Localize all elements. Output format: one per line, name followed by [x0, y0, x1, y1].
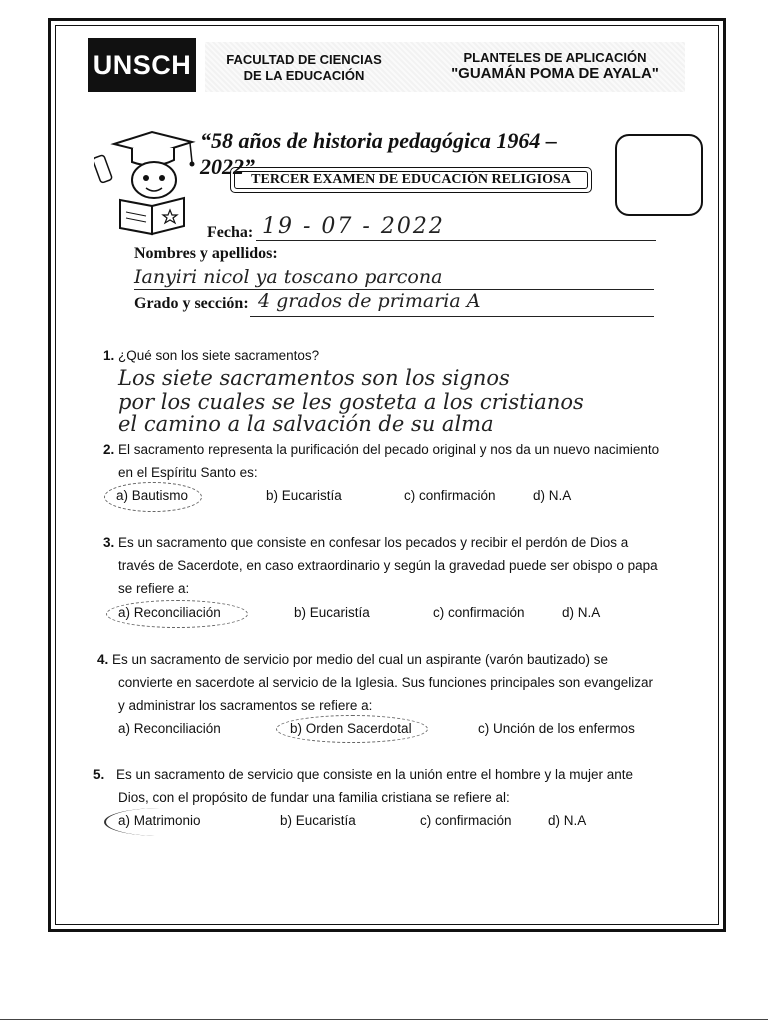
- q3-option-a[interactable]: a) Reconciliación: [118, 605, 221, 620]
- grade-value[interactable]: 4 grados de primaria A: [258, 290, 481, 312]
- question-3-line-1: Es un sacramento que consiste en confesar los pecados y recibir el perdón de Dios a: [118, 535, 629, 550]
- faculty-line-2: DE LA EDUCACIÓN: [243, 68, 365, 83]
- q3-answer-circle: [106, 600, 248, 628]
- answer-line-3: el camino a la salvación de su alma: [118, 412, 494, 436]
- question-1-answer[interactable]: [118, 366, 758, 434]
- school-line-2: "GUAMÁN POMA DE AYALA": [451, 65, 659, 82]
- bottom-rule: [0, 1019, 768, 1020]
- q2-option-b[interactable]: b) Eucaristía: [266, 488, 342, 503]
- q3-option-b[interactable]: b) Eucaristía: [294, 605, 370, 620]
- q2-option-c[interactable]: c) confirmación: [404, 488, 496, 503]
- question-4-number: 4.: [97, 652, 109, 667]
- question-2-line-1: El sacramento representa la purificación del pecado original y nos da un nuevo nacimiento: [118, 442, 660, 457]
- q4-answer-circle: [276, 715, 428, 743]
- q4-option-b[interactable]: b) Orden Sacerdotal: [290, 721, 412, 736]
- question-1-number: 1.: [103, 348, 115, 363]
- exam-title-box: [230, 167, 592, 193]
- q3-option-c[interactable]: c) confirmación: [433, 605, 525, 620]
- q3-option-d[interactable]: d) N.A: [562, 605, 601, 620]
- unsch-logo: UNSCH: [88, 38, 196, 92]
- question-4-line-1: Es un sacramento de servicio por medio del cual un aspirante (varón bautizado) se: [112, 652, 609, 667]
- date-underline: [256, 240, 656, 241]
- grade-underline: [250, 316, 654, 317]
- name-value[interactable]: Ianyiri nicol ya toscano parcona: [134, 266, 443, 288]
- q4-option-c[interactable]: c) Unción de los enfermos: [478, 721, 635, 736]
- question-4: [97, 648, 717, 717]
- question-3-line-2: través de Sacerdote, en caso extraordinario y según la gravedad puede ser obispo o papa: [118, 558, 658, 573]
- student-mascot-icon: [94, 128, 204, 243]
- faculty-line-1: FACULTAD DE CIENCIAS: [226, 52, 382, 67]
- grade-label: Grado y sección:: [134, 295, 249, 312]
- school-name: [420, 50, 690, 82]
- q5-option-b[interactable]: b) Eucaristía: [280, 813, 356, 828]
- q2-answer-circle: [104, 482, 202, 512]
- question-5-line-1: Es un sacramento de servicio que consiste en la unión entre el hombre y la mujer ante: [116, 767, 634, 782]
- question-3: [103, 531, 703, 600]
- faculty-name: [206, 52, 402, 84]
- question-4-line-2: convierte en sacerdote al servicio de la Iglesia. Sus funciones principales son evangelizar: [118, 675, 654, 690]
- q5-answer-circle: [104, 808, 216, 836]
- anniversary-slogan: “58 años de historia pedagógica 1964 – 2022”: [200, 128, 557, 179]
- question-2: [103, 438, 703, 484]
- date-label: Fecha:: [207, 224, 254, 241]
- question-4-line-3: y administrar los sacramentos se refiere a:: [118, 698, 373, 713]
- answer-line-2: por los cuales se les gosteta a los cristianos: [118, 390, 584, 414]
- question-2-number: 2.: [103, 442, 115, 457]
- question-2-line-2: en el Espíritu Santo es:: [118, 465, 258, 480]
- score-box[interactable]: [615, 134, 703, 216]
- school-line-1: PLANTELES DE APLICACIÓN: [463, 50, 647, 65]
- name-label: Nombres y apellidos:: [134, 245, 278, 262]
- question-3-number: 3.: [103, 535, 115, 550]
- question-1: [103, 344, 319, 367]
- q5-option-c[interactable]: c) confirmación: [420, 813, 512, 828]
- q2-option-d[interactable]: d) N.A: [533, 488, 572, 503]
- q4-option-a[interactable]: a) Reconciliación: [118, 721, 221, 736]
- q5-option-a[interactable]: a) Matrimonio: [118, 813, 201, 828]
- question-5: [93, 763, 713, 809]
- question-1-text: ¿Qué son los siete sacramentos?: [118, 348, 320, 363]
- question-5-line-2: Dios, con el propósito de fundar una familia cristiana se refiere al:: [118, 790, 510, 805]
- question-3-line-3: se refiere a:: [118, 581, 190, 596]
- q2-option-a[interactable]: a) Bautismo: [116, 488, 189, 503]
- exam-title: TERCER EXAMEN DE EDUCACIÓN RELIGIOSA: [251, 172, 571, 187]
- question-5-number: 5.: [93, 767, 105, 782]
- q5-option-d[interactable]: d) N.A: [548, 813, 587, 828]
- date-value[interactable]: 19 - 07 - 2022: [262, 214, 445, 239]
- answer-line-1: Los siete sacramentos son los signos: [118, 366, 510, 390]
